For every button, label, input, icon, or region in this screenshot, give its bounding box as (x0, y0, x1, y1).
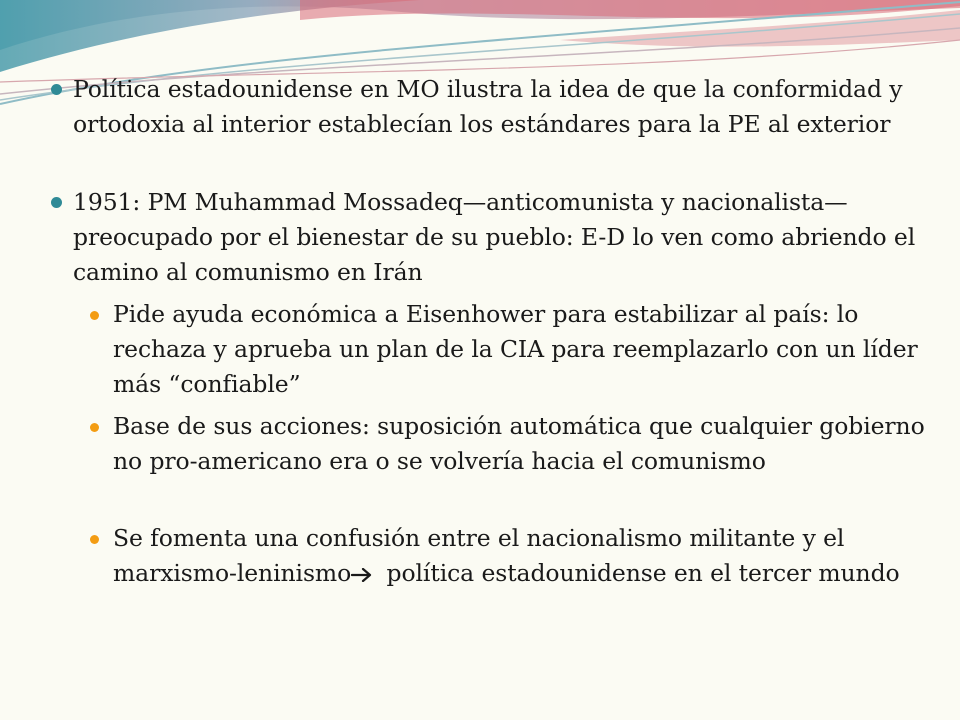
bullet-text-before-arrow: Se fomenta una confusión entre el nacionalismo militante y el marxismo-leninismo (113, 524, 845, 587)
orange-bullet-icon (90, 423, 99, 432)
bullet-item-level2 (113, 297, 933, 402)
orange-bullet-icon (90, 535, 99, 544)
teal-bullet-icon (51, 197, 62, 208)
right-arrow-icon (351, 568, 373, 582)
bullet-item-level2 (113, 521, 933, 591)
bullet-text: Base de sus acciones: suposición automática que cualquier gobierno no pro-americano era o se volvería hacia el comunismo (113, 412, 925, 475)
bullet-text: Pide ayuda económica a Eisenhower para estabilizar al país: lo rechaza y aprueba un plan de la CIA para reemplazarlo con un líder más “confiable” (113, 300, 918, 398)
bullet-item-level1 (73, 185, 933, 290)
teal-bullet-icon (51, 84, 62, 95)
bullet-item-level2 (113, 409, 933, 479)
orange-bullet-icon (90, 311, 99, 320)
bullet-text-after-arrow: política estadounidense en el tercer mundo (379, 559, 900, 587)
bullet-item-level1 (73, 72, 933, 142)
bullet-text: 1951: PM Muhammad Mossadeq—anticomunista y nacionalista—preocupado por el bienestar de su pueblo: E-D lo ven como abriendo el camino al comunismo en Irán (73, 188, 916, 286)
bullet-text: Política estadounidense en MO ilustra la idea de que la conformidad y ortodoxia al interior establecían los estándares para la PE al exterior (73, 75, 903, 138)
